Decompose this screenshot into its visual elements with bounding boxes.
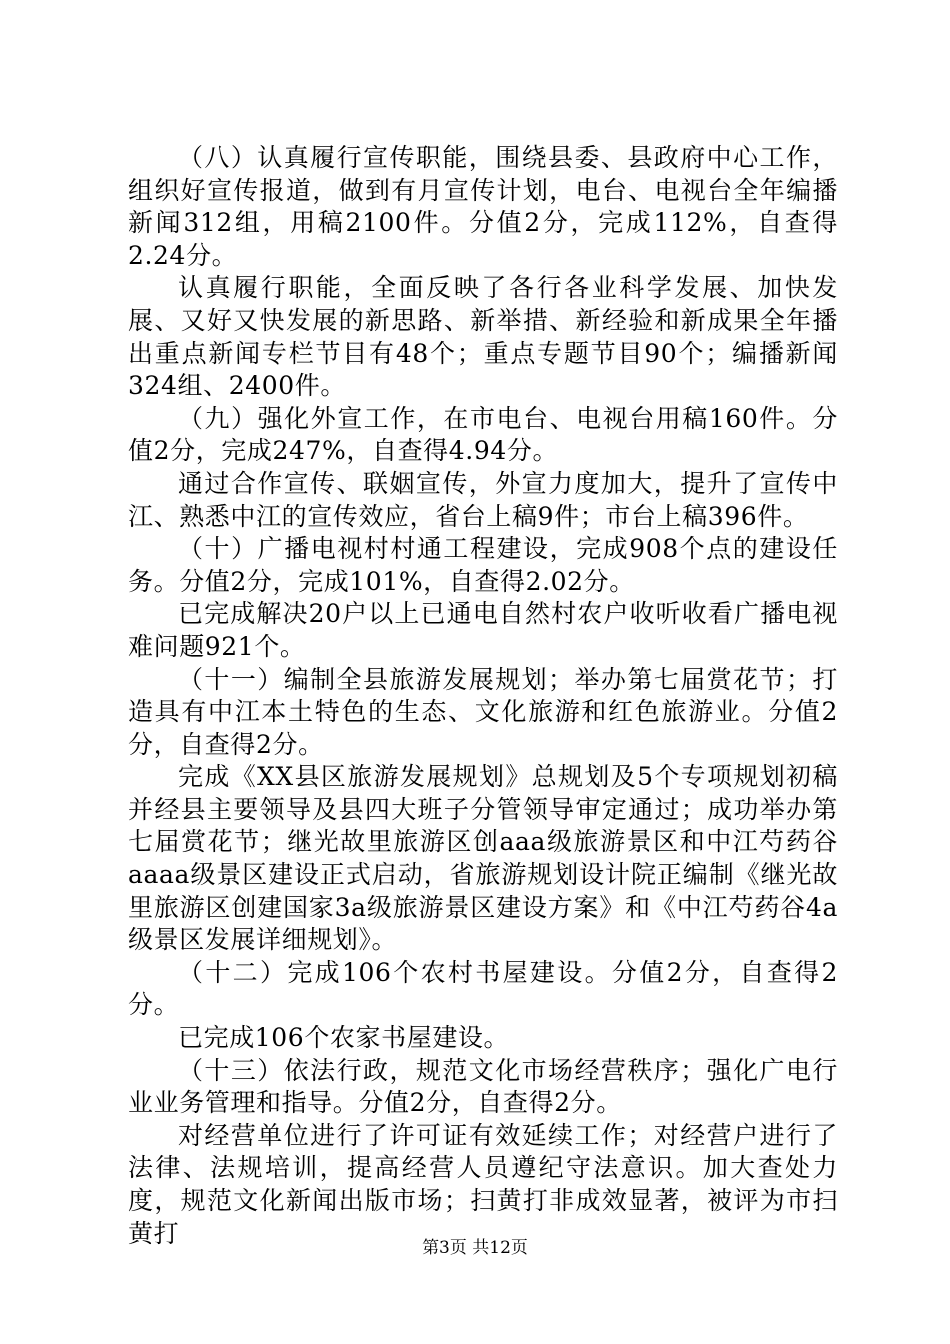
paragraph-9: （十二）完成106个农村书屋建设。分值2分，自查得2分。 xyxy=(128,957,838,1020)
paragraph-12: 对经营单位进行了许可证有效延续工作；对经营户进行了法律、法规培训，提高经营人员遵纪守法意识。加大查处力度，规范文化新闻出版市场；扫黄打非成效显著，被评为市扫黄打 xyxy=(128,1120,838,1248)
page-footer: 第3页 共12页 xyxy=(422,1238,528,1258)
paragraph-1: （八）认真履行宣传职能，围绕县委、县政府中心工作，组织好宣传报道，做到有月宣传计划，电台、电视台全年编播新闻312组，用稿2100件。分值2分，完成112%，自查得2.24分。 xyxy=(128,143,838,270)
paragraph-8: 完成《XX县区旅游发展规划》总规划及5个专项规划初稿并经县主要领导及县四大班子分管领导审定通过；成功举办第七届赏花节；继光故里旅游区创aaa级旅游景区和中江芍药谷aaaa级景区建设正式启动，省旅游规划设计院正编制《继光故里旅游区创建国家3a级旅游景区建设方案》和《中江芍药谷4a级景区发展详细规划》。 xyxy=(128,762,838,955)
paragraph-2: 认真履行职能，全面反映了各行各业科学发展、加快发展、又好又快发展的新思路、新举措、新经验和新成果全年播出重点新闻专栏节目有48个；重点专题节目90个；编播新闻324组、2400件。 xyxy=(128,273,838,401)
paragraph-3: （九）强化外宣工作，在市电台、电视台用稿160件。分值2分，完成247%，自查得4.94分。 xyxy=(128,403,838,466)
paragraph-7: （十一）编制全县旅游发展规划；举办第七届赏花节；打造具有中江本土特色的生态、文化旅游和红色旅游业。分值2分，自查得2分。 xyxy=(128,664,838,759)
paragraph-6: 已完成解决20户以上已通电自然村农户收听收看广播电视难问题921个。 xyxy=(128,599,838,661)
paragraph-5: （十）广播电视村村通工程建设，完成908个点的建设任务。分值2分，完成101%，自查得2.02分。 xyxy=(128,534,838,596)
paragraph-10: 已完成106个农家书屋建设。 xyxy=(178,1023,510,1053)
document-body xyxy=(128,142,838,1250)
paragraph-4: 通过合作宣传、联姻宣传，外宣力度加大，提升了宣传中江、熟悉中江的宣传效应，省台上稿9件；市台上稿396件。 xyxy=(128,468,838,531)
paragraph-11: （十三）依法行政，规范文化市场经营秩序；强化广电行业业务管理和指导。分值2分，自查得2分。 xyxy=(128,1055,838,1118)
